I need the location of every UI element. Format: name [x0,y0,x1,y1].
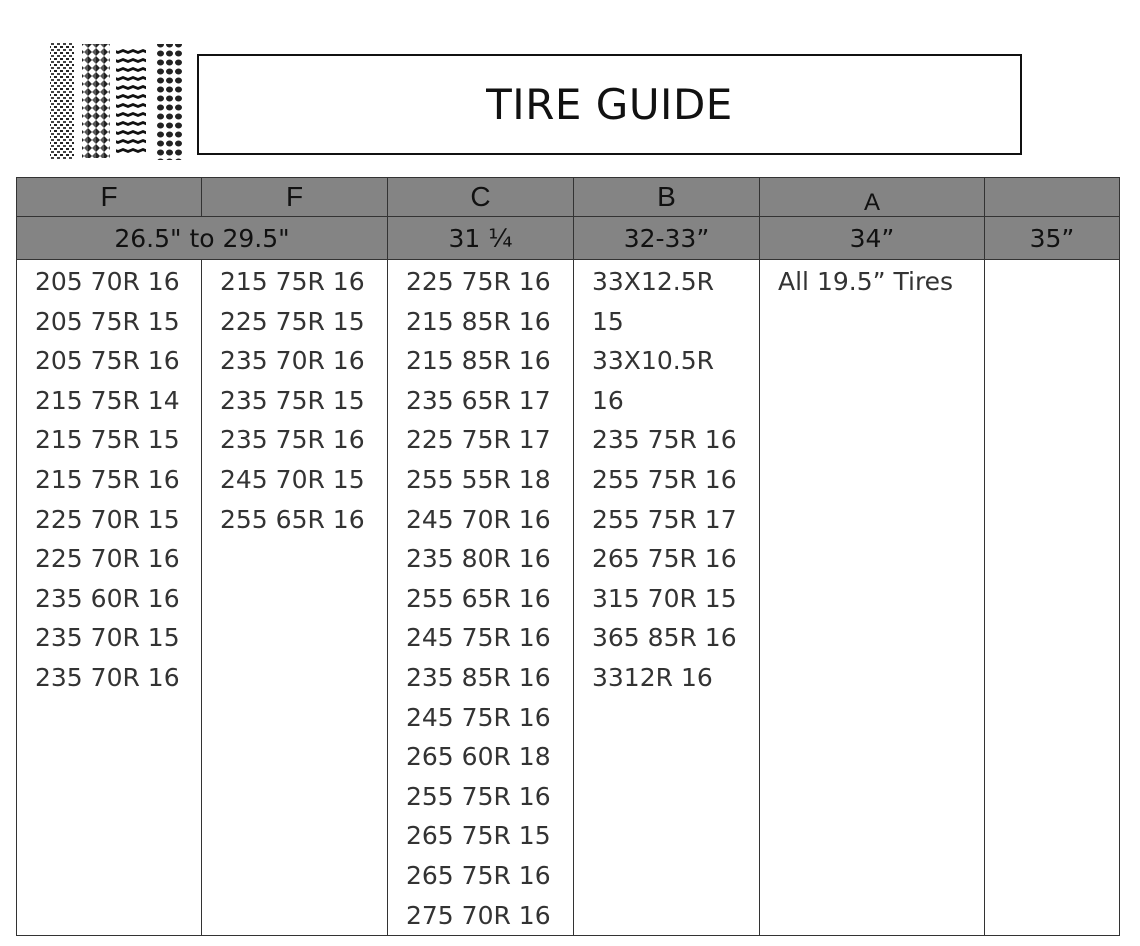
title-box [197,54,1022,155]
tire-size-item: 205 75R 15 [35,306,180,336]
tire-size-item: 255 75R 16 [592,464,737,494]
tire-size-item: 225 75R 17 [406,425,551,455]
tire-size-item: 225 75R 16 [406,267,551,296]
tire-size-item: 245 75R 16 [406,702,551,732]
tire-size-item: 215 85R 16 [406,346,551,376]
tire-size-item: 245 70R 15 [220,464,365,494]
tire-size-item: 225 75R 15 [220,306,365,336]
tire-size-item: 215 85R 16 [406,306,551,336]
tire-column [388,260,574,936]
size-cell: 26.5" to 29.5" [17,217,388,260]
tire-size-item: 265 60R 18 [406,742,551,772]
tire-size-item: 215 75R 16 [220,267,365,296]
tire-size-item: 365 85R 16 [592,623,737,653]
size-cell: 34” [760,217,985,260]
tire-column [985,260,1120,936]
tire-column [17,260,202,936]
grade-cell: F [17,178,202,217]
tire-list [985,260,1119,262]
tire-size-item: 33X10.5R [592,346,714,376]
grade-cell: C [388,178,574,217]
tire-size-item: 235 80R 16 [406,544,551,574]
tire-list [760,260,984,302]
tire-size-item: 255 75R 16 [406,781,551,811]
tire-size-item: 275 70R 16 [406,900,551,930]
size-cell: 31 ¼ [388,217,574,260]
tire-size-item: 265 75R 16 [406,860,551,890]
tire-size-item: 315 70R 15 [592,583,737,613]
tire-column [760,260,985,936]
tire-size-item: 255 75R 17 [592,504,737,534]
tire-size-item: 235 65R 17 [406,385,551,415]
grade-cell: B [574,178,760,217]
tire-size-item: 255 65R 16 [220,504,365,534]
tire-list [202,260,387,539]
size-row [17,217,1120,260]
tire-size-item: 245 75R 16 [406,623,551,653]
tire-size-item: 235 60R 16 [35,583,180,613]
tire-size-item: 255 65R 16 [406,583,551,613]
grade-label: A [863,189,880,216]
tire-size-item: 205 70R 16 [35,267,180,296]
tire-size-item: 255 55R 18 [406,464,551,494]
size-cell: 32-33” [574,217,760,260]
tire-list-row [17,260,1120,936]
tire-size-item: 15 [592,306,624,336]
tire-size-item: 205 75R 16 [35,346,180,376]
tire-size-item: 225 70R 15 [35,504,180,534]
grade-cell [760,178,985,217]
tire-size-item: 235 75R 15 [220,385,365,415]
tire-list [17,260,201,698]
grade-row [17,178,1120,217]
tire-size-item: 33X12.5R [592,267,714,296]
tire-size-item: 3312R 16 [592,662,713,692]
tire-column [202,260,388,936]
tire-size-item: 235 75R 16 [592,425,737,455]
tire-size-item: 265 75R 15 [406,821,551,851]
tire-guide-table [16,177,1120,936]
tire-size-item: 235 75R 16 [220,425,365,455]
tire-size-item: 215 75R 15 [35,425,180,455]
tire-size-item: 235 70R 15 [35,623,180,653]
page-title: TIRE GUIDE [486,80,733,129]
tire-size-item: 16 [592,385,624,415]
tire-column [574,260,760,936]
grade-cell: F [202,178,388,217]
tire-list [388,260,573,935]
tire-list [574,260,759,698]
tire-size-item: 215 75R 14 [35,385,180,415]
grade-cell [985,178,1120,217]
tire-size-item: 245 70R 16 [406,504,551,534]
size-cell: 35” [985,217,1120,260]
tire-tread-icon [48,40,184,164]
tire-size-item: All 19.5” Tires [778,267,954,296]
tire-size-item: 235 70R 16 [35,662,180,692]
tire-size-item: 235 85R 16 [406,662,551,692]
tire-size-item: 265 75R 16 [592,544,737,574]
tire-size-item: 225 70R 16 [35,544,180,574]
tire-size-item: 215 75R 16 [35,464,180,494]
tire-size-item: 235 70R 16 [220,346,365,376]
